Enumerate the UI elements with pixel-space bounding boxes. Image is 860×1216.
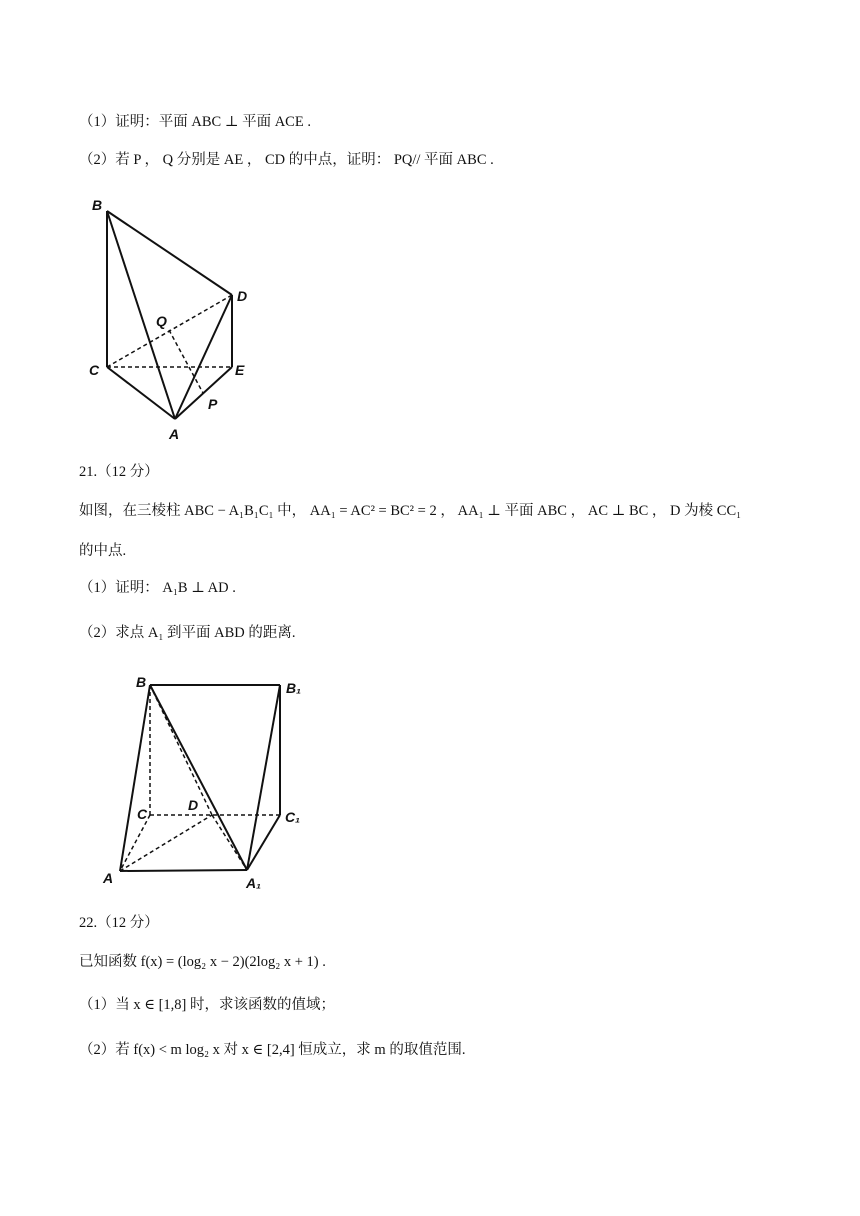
label-C1: C₁ <box>285 809 301 825</box>
q21-header: 21.（12 分） <box>79 464 159 480</box>
label-B: B <box>136 674 147 690</box>
q22-stem: 已知函数 f(x) = (log₂ x − 2)(2log₂ x + 1) . <box>79 954 326 970</box>
q21-stem-line1: 如图，在三棱柱 ABC − A₁B₁C₁ 中， AA₁ = AC² = BC² = 2 ， AA₁ ⊥ 平面 ABC ， AC ⊥ BC ， D 为棱 CC₁ <box>79 503 742 519</box>
q21-figure <box>100 670 320 895</box>
q20-part2: （2）若 P ， Q 分别是 AE ， CD 的中点，证明： PQ// 平面 ABC . <box>79 152 494 168</box>
label-B: B <box>92 197 103 213</box>
label-C: C <box>89 362 100 378</box>
label-E: E <box>235 362 245 378</box>
label-P: P <box>208 396 218 412</box>
q21-part1: （1）证明： A₁B ⊥ AD . <box>79 580 236 596</box>
label-A: A <box>169 426 180 442</box>
label-Q: Q <box>156 313 167 329</box>
label-D: D <box>237 288 248 304</box>
q22-header: 22.（12 分） <box>79 915 159 931</box>
label-B1: B₁ <box>286 680 302 696</box>
q22-part1: （1）当 x ∈ [1,8] 时，求该函数的值域； <box>79 997 336 1013</box>
q21-part2: （2）求点 A₁ 到平面 ABD 的距离. <box>79 625 296 641</box>
q20-part1: （1）证明：平面 ABC ⊥ 平面 ACE . <box>79 114 311 130</box>
q20-figure <box>80 190 260 450</box>
q22-part2: （2）若 f(x) < m log₂ x 对 x ∈ [2,4] 恒成立，求 m 的取值范围. <box>79 1042 466 1058</box>
label-A1: A₁ <box>246 875 262 891</box>
label-C: C <box>137 806 148 822</box>
label-A: A <box>103 870 114 886</box>
q21-stem-line2: 的中点. <box>79 543 127 559</box>
label-D: D <box>188 797 199 813</box>
